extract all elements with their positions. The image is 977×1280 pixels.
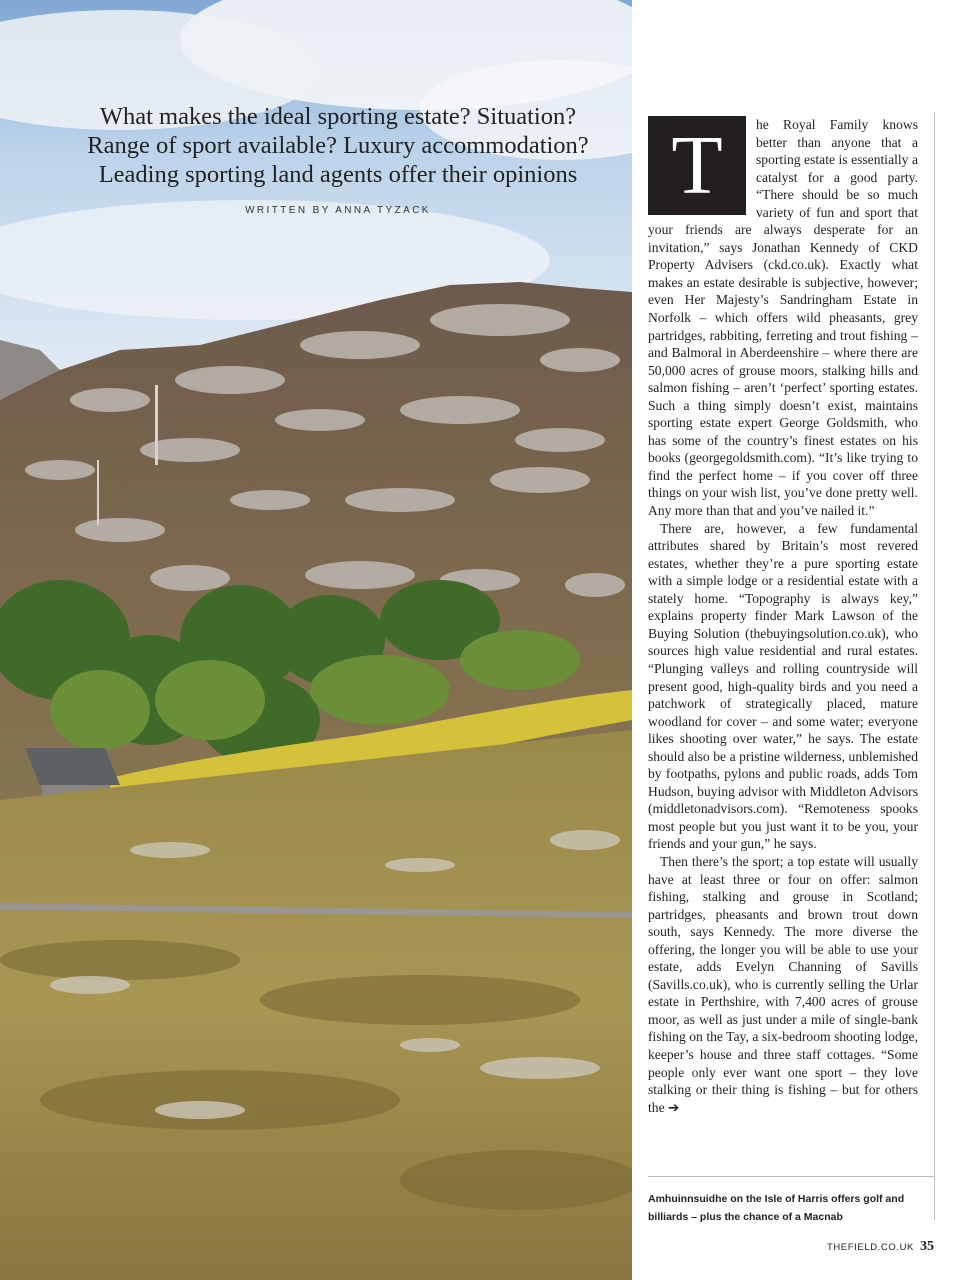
- article-paragraph: There are, however, a few fundamental attributes shared by Britain’s most revered estates, whether they’re a pure sporting estate with a simple lodge or a residential estate with a stately home. “Topography is always key,” explains property finder Mark Lawson of the Buying Solution (thebuyingsolution.co.uk), who sources high value residential and rural estates. “Plunging valleys and rolling countryside will present good, high-quality birds and you need a patchwork of strategically placed, mature woodland for cover – and some water; everyone likes shooting over water,” he says. The estate should also be a pristine wilderness, unblemished by footpaths, pylons and public roads, adds Tom Hudson, buying advisor with Middleton Advisors (middletonadvisors.com). “Remoteness spooks most people but you just want it to be you, your friends and your gun,” he says.: [648, 520, 918, 852]
- headline-line: Range of sport available? Luxury accommodation?: [87, 132, 589, 159]
- photo-caption: Amhuinnsuidhe on the Isle of Harris offers golf and billiards – plus the chance of a Macnab: [648, 1193, 905, 1223]
- column-rule: [934, 112, 935, 1220]
- page-footer: [827, 1239, 934, 1255]
- drop-cap: T: [648, 116, 746, 215]
- caption-rule: [648, 1176, 935, 1177]
- headline-line: What makes the ideal sporting estate? Situation?: [99, 103, 577, 130]
- article-headline: [60, 102, 616, 189]
- headline-line: Leading sporting land agents offer their opinions: [98, 161, 578, 188]
- article-paragraph: he Royal Family knows better than anyone that a sporting estate is essentially a catalyst for a good party. “There should be so much variety of fun and sport that your friends are always desperate for an invitation,” says Jonathan Kennedy of CKD Property Advisers (ckd.co.uk). Exactly what makes an estate desirable is subjective, however; even Her Majesty’s Sandringham Estate in Norfolk – which offers wild pheasants, grey partridges, rabbiting, ferreting and trout fishing – and Balmoral in Aberdeenshire – where there are 50,000 acres of grouse moors, stalking hills and salmon fishing – aren’t ‘perfect’ sporting estates. Such a thing simply doesn’t exist, maintains sporting estate expert George Goldsmith, who has some of the country’s finest estates on his books (georgegoldsmith.com). “It’s like trying to find the perfect home – if you cover off three things on your wish list, you’ve done pretty well. Any more than that and you’ve nailed it.”: [648, 117, 918, 519]
- page-number: 35: [920, 1239, 934, 1254]
- byline: WRITTEN BY ANNA TYZACK: [245, 205, 431, 216]
- article-body: [648, 116, 918, 1116]
- site-name: THEFIELD.CO.UK: [826, 1242, 914, 1253]
- article-paragraph: Then there’s the sport; a top estate will usually have at least three or four on offer: salmon fishing, stalking and grouse in Scotland; partridges, pheasants and brown trout down south, says Kennedy. The more diverse the offering, the longer you will be able to use your estate, adds Evelyn Channing of Savills (Savills.co.uk), who is currently selling the Urlar estate in Perthshire, with 7,400 acres of grouse moor, as well as just under a mile of single-bank fishing on the Tay, a six-bedroom shooting lodge, keeper’s house and three staff cottages. “Some people only ever want one sport – they love stalking or their thing is fishing – but for others the ➔: [648, 853, 918, 1115]
